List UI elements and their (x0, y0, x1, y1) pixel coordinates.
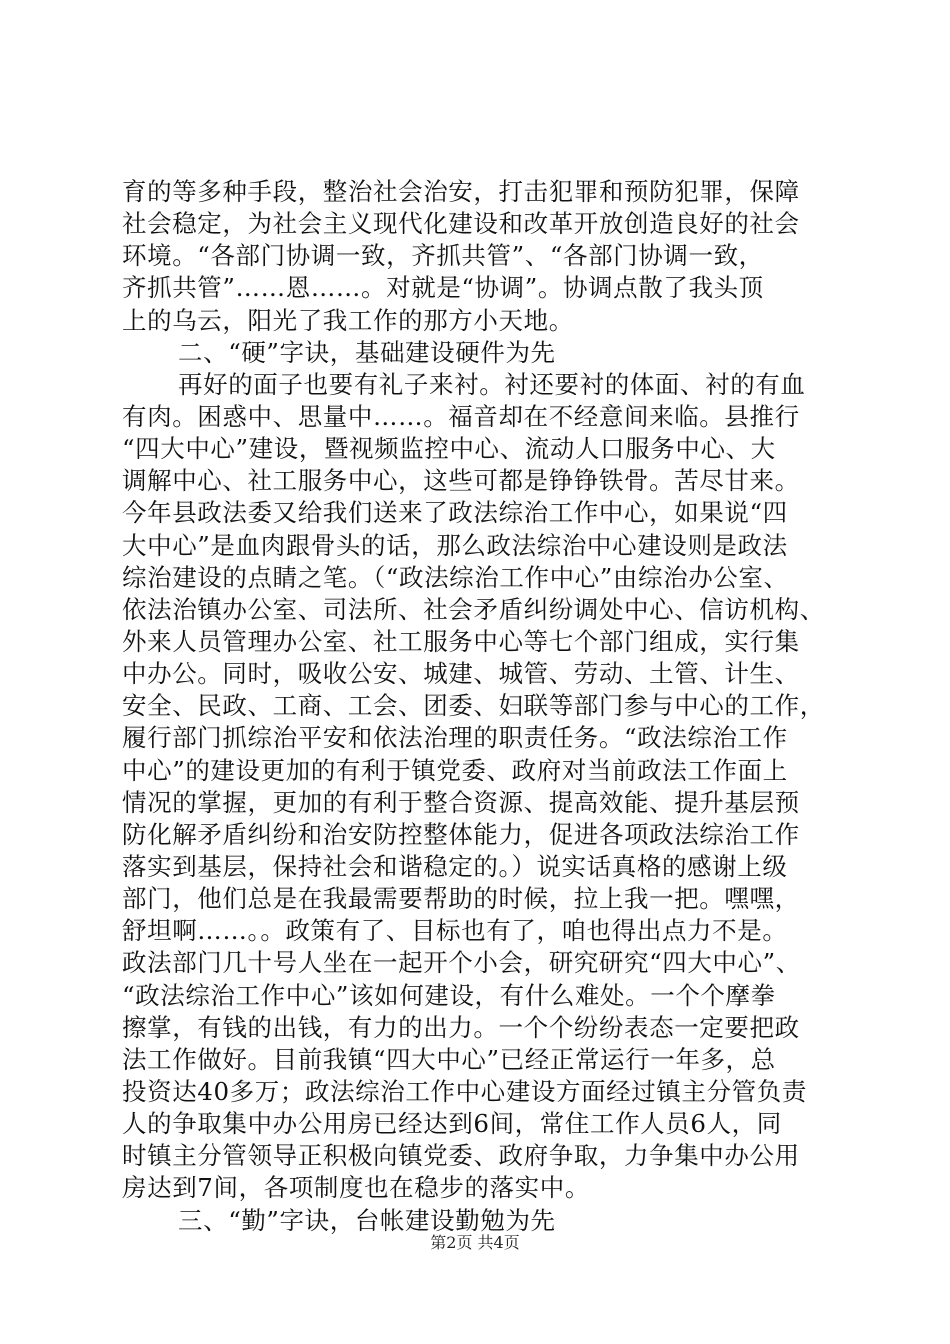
text-line: 上的乌云，阳光了我工作的那方小天地。 (122, 305, 574, 335)
text-line: 大中心”是血肉跟骨头的话，那么政法综治中心建设则是政法 (122, 530, 788, 560)
text-line: 社会稳定，为社会主义现代化建设和改革开放创造良好的社会 (122, 209, 800, 239)
text-line: 履行部门抓综治平安和依法治理的职责任务。“政法综治工作 (122, 723, 788, 753)
text-line: 落实到基层，保持社会和谐稳定的。）说实话真格的感谢上级 (122, 851, 788, 881)
text-line: 情况的掌握，更加的有利于整合资源、提高效能、提升基层预 (122, 787, 800, 817)
text-line: 中心”的建设更加的有利于镇党委、政府对当前政法工作面上 (122, 755, 788, 785)
text-line: 综治建设的点睛之笔。（“政法综治工作中心”由综治办公室、 (122, 562, 789, 592)
text-line: 调解中心、社工服务中心，这些可都是铮铮铁骨。苦尽甘来。 (122, 466, 800, 496)
text-line: 部门，他们总是在我最需要帮助的时候，拉上我一把。嘿嘿， (122, 884, 800, 914)
section-heading: 二、“硬”字诀，基础建设硬件为先 (178, 337, 556, 367)
text-line: 齐抓共管”……恩……。对就是“协调”。协调点散了我头顶 (122, 273, 764, 303)
text-line: 时镇主分管领导正积极向镇党委、政府争取，力争集中办公用 (122, 1141, 800, 1171)
text-line: 安全、民政、工商、工会、团委、妇联等部门参与中心的工作， (122, 691, 825, 721)
text-line: 环境。“各部门协调一致，齐抓共管”、“各部门协调一致， (122, 241, 764, 271)
text-line: “政法综治工作中心”该如何建设，有什么难处。一个个摩拳 (122, 980, 776, 1010)
text-line: 中办公。同时，吸收公安、城建、城管、劳动、土管、计生、 (122, 659, 800, 689)
text-line: 防化解矛盾纠纷和治安防控整体能力，促进各项政法综治工作 (122, 819, 800, 849)
page-footer: 第2页 共4页 (430, 1233, 520, 1252)
section-heading: 三、“勤”字诀，台帐建设勤勉为先 (178, 1205, 556, 1235)
text-line: 政法部门几十号人坐在一起开个小会，研究研究“四大中心”、 (122, 948, 801, 978)
text-line: 舒坦啊……。。政策有了、目标也有了，咱也得出点力不是。 (122, 916, 788, 946)
text-line: 投资达40多万；政法综治工作中心建设方面经过镇主分管负责 (122, 1076, 807, 1106)
text-line: 依法治镇办公室、司法所、社会矛盾纠纷调处中心、信访机构、 (122, 594, 825, 624)
text-line: 人的争取集中办公用房已经达到6间，常住工作人员6人，同 (122, 1109, 782, 1139)
text-line: 育的等多种手段，整治社会治安，打击犯罪和预防犯罪，保障 (122, 177, 800, 206)
text-line: 擦掌，有钱的出钱，有力的出力。一个个纷纷表态一定要把政 (122, 1012, 800, 1042)
text-line: 法工作做好。目前我镇“四大中心”已经正常运行一年多，总 (122, 1044, 776, 1074)
paragraph-start-line: 再好的面子也要有礼子来衬。衬还要衬的体面、衬的有血 (178, 369, 806, 399)
text-line: 今年县政法委又给我们送来了政法综治工作中心，如果说“四 (122, 498, 788, 528)
document-body (122, 176, 842, 1237)
text-line: “四大中心”建设，暨视频监控中心、流动人口服务中心、大 (122, 434, 776, 464)
text-line: 外来人员管理办公室、社工服务中心等七个部门组成，实行集 (122, 626, 800, 656)
text-line: 有肉。困惑中、思量中……。福音却在不经意间来临。县推行 (122, 401, 800, 431)
text-line: 房达到7间，各项制度也在稳步的落实中。 (122, 1173, 590, 1203)
